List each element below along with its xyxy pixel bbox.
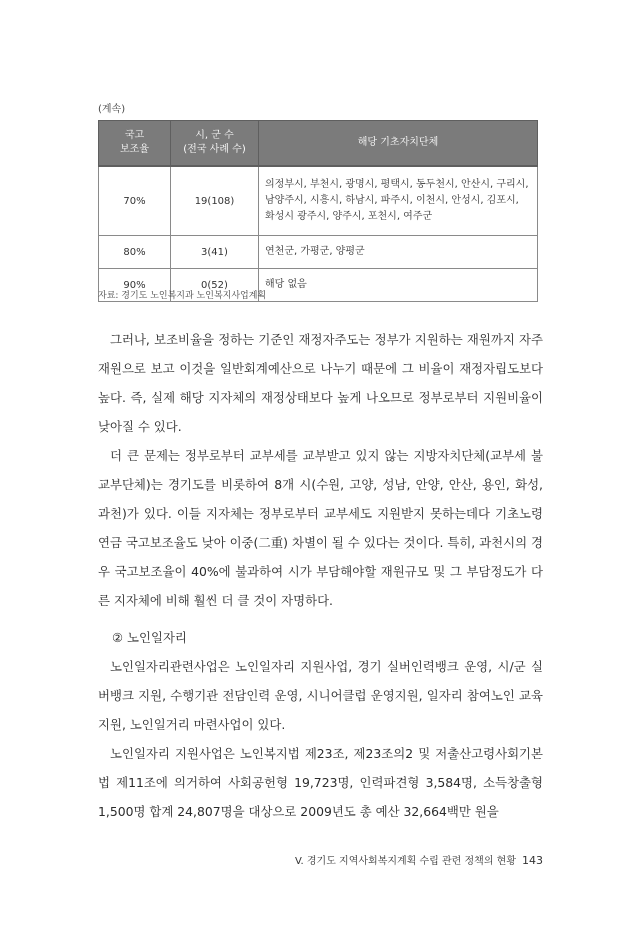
paragraph: 더 큰 문제는 정부로부터 교부세를 교부받고 있지 않는 지방자치단체(교부세 불교부단체)는 경기도를 비롯하여 8개 시(수원, 고양, 성남, 안양, 안산, 용인, 화성, 과천)가 있다. 이들 지자체는 정부로부터 교부세도 지원받지 못하는데다 기초노령연금 국고보조율도 낮아 이중(二重) 차별이 될 수 있다는 것이다. 특히, 과천시의 경우 국고보조율이 40%에 불과하여 시가 부담해야할 재원규모 및 그 부담정도가 다른 지자체에 비해 훨씬 더 클 것이 자명하다. xyxy=(98,448,543,608)
cell-rate: 80% xyxy=(99,236,171,269)
chapter-title: V. 경기도 지역사회복지계획 수립 관련 정책의 현황 xyxy=(294,856,516,867)
table-header-row xyxy=(99,121,538,167)
header-city-count: 시, 군 수 (전국 사례 수) xyxy=(171,121,259,167)
subsidy-table xyxy=(98,120,538,302)
cell-regions: 해당 없음 xyxy=(259,269,538,302)
table-row xyxy=(99,166,538,236)
cell-regions: 의정부시, 부천시, 광명시, 평택시, 동두천시, 안산시, 구리시, 남양주시, 시흥시, 하남시, 파주시, 이천시, 안성시, 김포시, 화성시 광주시, 양주시, 포천시, 여주군 xyxy=(259,166,538,236)
body-text xyxy=(98,325,543,826)
cell-count: 19(108) xyxy=(171,166,259,236)
cell-rate: 70% xyxy=(99,166,171,236)
section-heading: ② 노인일자리 xyxy=(112,630,187,645)
cell-rate: 90% xyxy=(99,269,171,302)
page-number: 143 xyxy=(522,854,543,867)
table-source: 자료: 경기도 노인복지과 노인복지사업계획 xyxy=(98,291,267,301)
paragraph: 노인일자리관련사업은 노인일자리 지원사업, 경기 실버인력뱅크 운영, 시/군 실버뱅크 지원, 수행기관 전담인력 운영, 시니어클럽 운영지원, 일자리 참여노인 교육지원, 노인일거리 마련사업이 있다. xyxy=(98,659,543,732)
cell-count: 3(41) xyxy=(171,236,259,269)
header-regions: 해당 기초자치단체 xyxy=(259,121,538,167)
header-subsidy-rate: 국고 보조율 xyxy=(99,121,171,167)
continued-label: (계속) xyxy=(98,104,126,115)
table-row xyxy=(99,236,538,269)
paragraph: 노인일자리 지원사업은 노인복지법 제23조, 제23조의2 및 저출산고령사회기본법 제11조에 의거하여 사회공헌형 19,723명, 인력파견형 3,584명, 소득창출형 1,500명 합계 24,807명을 대상으로 2009년도 총 예산 32,664백만 원을 xyxy=(98,746,543,819)
cell-regions: 연천군, 가평군, 양평군 xyxy=(259,236,538,269)
page-footer xyxy=(295,852,543,867)
cell-count: 0(52) xyxy=(171,269,259,302)
paragraph: 그러나, 보조비율을 정하는 기준인 재정자주도는 정부가 지원하는 재원까지 자주재원으로 보고 이것을 일반회계예산으로 나누기 때문에 그 비율이 재정자립도보다 높다. 즉, 실제 해당 지자체의 재정상태보다 높게 나오므로 정부로부터 지원비율이 낮아질 수 있다. xyxy=(98,332,543,434)
